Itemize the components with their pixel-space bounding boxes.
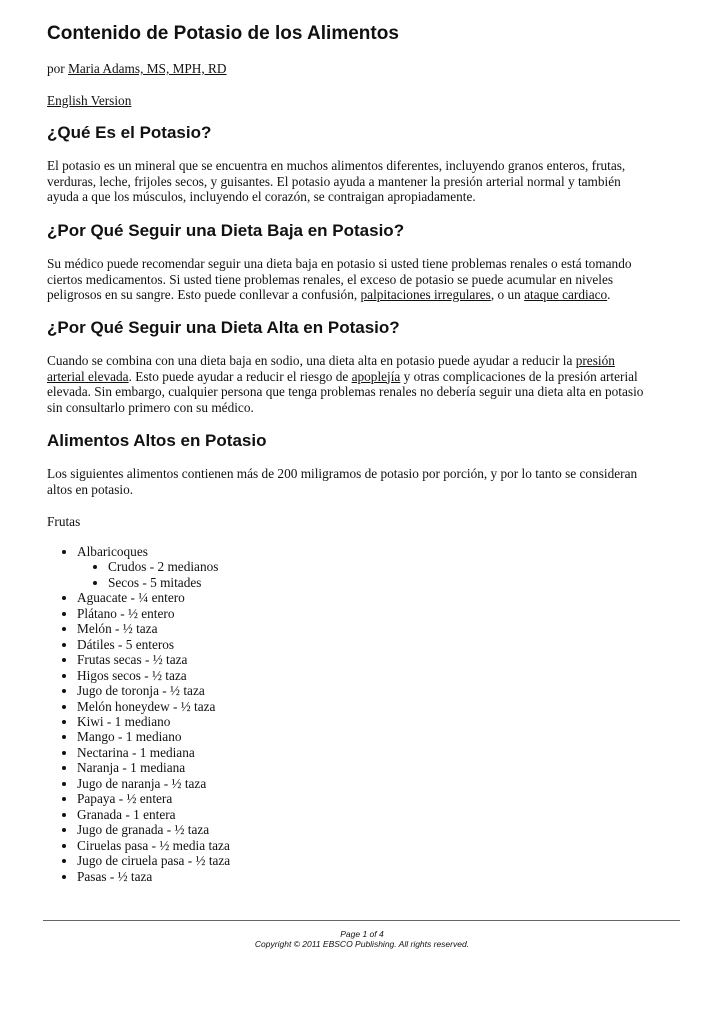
- author-link[interactable]: Maria Adams, MS, MPH, RD: [68, 61, 227, 76]
- heading-low-potassium: ¿Por Qué Seguir una Dieta Baja en Potasio?: [47, 221, 405, 240]
- apoplejia-link[interactable]: apoplejía: [351, 368, 401, 384]
- list-item: • Granada - 1 entera: [77, 807, 230, 822]
- fruits-label: Frutas: [47, 514, 81, 529]
- list-item: • Jugo de toronja - ½ taza: [77, 683, 230, 698]
- paragraph-line: [47, 353, 672, 369]
- paragraph-line: sin consultarlo primero con su médico.: [47, 399, 254, 415]
- paragraph-line: [47, 369, 672, 385]
- list-item: • Jugo de granada - ½ taza: [77, 822, 230, 837]
- fruits-list: [47, 544, 230, 884]
- list-item: • Plátano - ½ entero: [77, 606, 230, 621]
- heading-what-is-potassium: ¿Qué Es el Potasio?: [47, 123, 212, 142]
- paragraph-line: El potasio es un mineral que se encuentra en muchos alimentos diferentes, incluyendo granos enteros, frutas,: [47, 158, 626, 173]
- text-run: Cuando se combina con una dieta baja en sodio, una dieta alta en potasio puede ayudar a reducir la: [47, 353, 576, 368]
- paragraph-line: verduras, leche, frijoles secos, y guisantes. El potasio ayuda a mantener la presión arterial normal y también: [47, 173, 621, 189]
- ataque-cardiaco-link[interactable]: ataque cardiaco: [524, 287, 608, 302]
- footer-divider: [43, 920, 680, 921]
- heading-high-potassium-foods: Alimentos Altos en Potasio: [47, 431, 267, 450]
- list-item: • Frutas secas - ½ taza: [77, 652, 230, 667]
- byline-prefix: por: [47, 61, 69, 76]
- paragraph-what-is-potassium: [47, 158, 672, 205]
- list-item: • Higos secos - ½ taza: [77, 668, 230, 683]
- list-item: • Melón honeydew - ½ taza: [77, 699, 230, 714]
- paragraph-line: ayuda a que los músculos, incluyendo el corazón, se contraigan apropiadamente.: [47, 189, 476, 204]
- list-item: • Aguacate - ¼ entero: [77, 590, 230, 605]
- list-item: • Dátiles - 5 enteros: [77, 637, 230, 652]
- english-version-row: [47, 93, 131, 109]
- sublist-item: • Secos - 5 mitades: [108, 575, 230, 590]
- list-item: • Nectarina - 1 mediana: [77, 745, 230, 760]
- paragraph-line: altos en potasio.: [47, 481, 134, 497]
- presion-arterial-link-part2[interactable]: arterial elevada: [47, 368, 129, 384]
- page-title: Contenido de Potasio de los Alimentos: [47, 23, 399, 44]
- sublist-item: • Crudos - 2 medianos: [108, 559, 230, 574]
- list-item: • Jugo de ciruela pasa - ½ taza: [77, 853, 230, 868]
- list-item: • Mango - 1 mediano: [77, 729, 230, 744]
- list-item: • Kiwi - 1 mediano: [77, 714, 230, 729]
- list-item: • Jugo de naranja - ½ taza: [77, 776, 230, 791]
- english-version-link[interactable]: English Version: [47, 93, 132, 108]
- paragraph-line: elevada. Sin embargo, cualquier persona que tenga problemas renales no debería seguir una dieta alta en potasio: [47, 384, 644, 399]
- list-item: • Naranja - 1 mediana: [77, 760, 230, 775]
- copyright-notice: Copyright © 2011 EBSCO Publishing. All rights reserved.: [254, 939, 470, 949]
- text-run: .: [607, 287, 611, 302]
- text-run: y otras complicaciones de la presión arterial: [400, 368, 638, 384]
- heading-high-potassium: ¿Por Qué Seguir una Dieta Alta en Potasio?: [47, 318, 400, 337]
- presion-arterial-link-part1[interactable]: presión: [575, 353, 615, 368]
- page-number: Page 1 of 4: [340, 929, 384, 939]
- palpitaciones-link[interactable]: palpitaciones irregulares: [360, 287, 491, 302]
- paragraph-line: Su médico puede recomendar seguir una dieta baja en potasio si usted tiene problemas renales o está tomando: [47, 256, 632, 271]
- list-item: • Ciruelas pasa - ½ media taza: [77, 838, 230, 853]
- list-item: • Pasas - ½ taza: [77, 869, 230, 884]
- apricot-sublist: [77, 559, 230, 590]
- text-run: peligrosos en su sangre. Esto puede conllevar a confusión,: [47, 287, 361, 302]
- list-item: • Melón - ½ taza: [77, 621, 230, 636]
- paragraph-line: [47, 287, 672, 303]
- text-run: , o un: [490, 287, 525, 302]
- byline: [47, 61, 227, 77]
- list-item: • Papaya - ½ entera: [77, 791, 230, 806]
- text-run: . Esto puede ayudar a reducir el riesgo de: [128, 368, 352, 384]
- paragraph-low-potassium: [47, 256, 672, 303]
- paragraph-high-potassium: [47, 353, 672, 415]
- paragraph-line: Los siguientes alimentos contienen más de 200 miligramos de potasio por porción, y por lo tanto se consideran: [47, 466, 638, 481]
- list-item: [77, 544, 230, 590]
- paragraph-high-potassium-foods: [47, 466, 672, 497]
- paragraph-line: ciertos medicamentos. Si usted tiene problemas renales, el exceso de potasio se puede acumular en niveles: [47, 271, 614, 287]
- list-item-label: Albaricoques: [77, 544, 148, 559]
